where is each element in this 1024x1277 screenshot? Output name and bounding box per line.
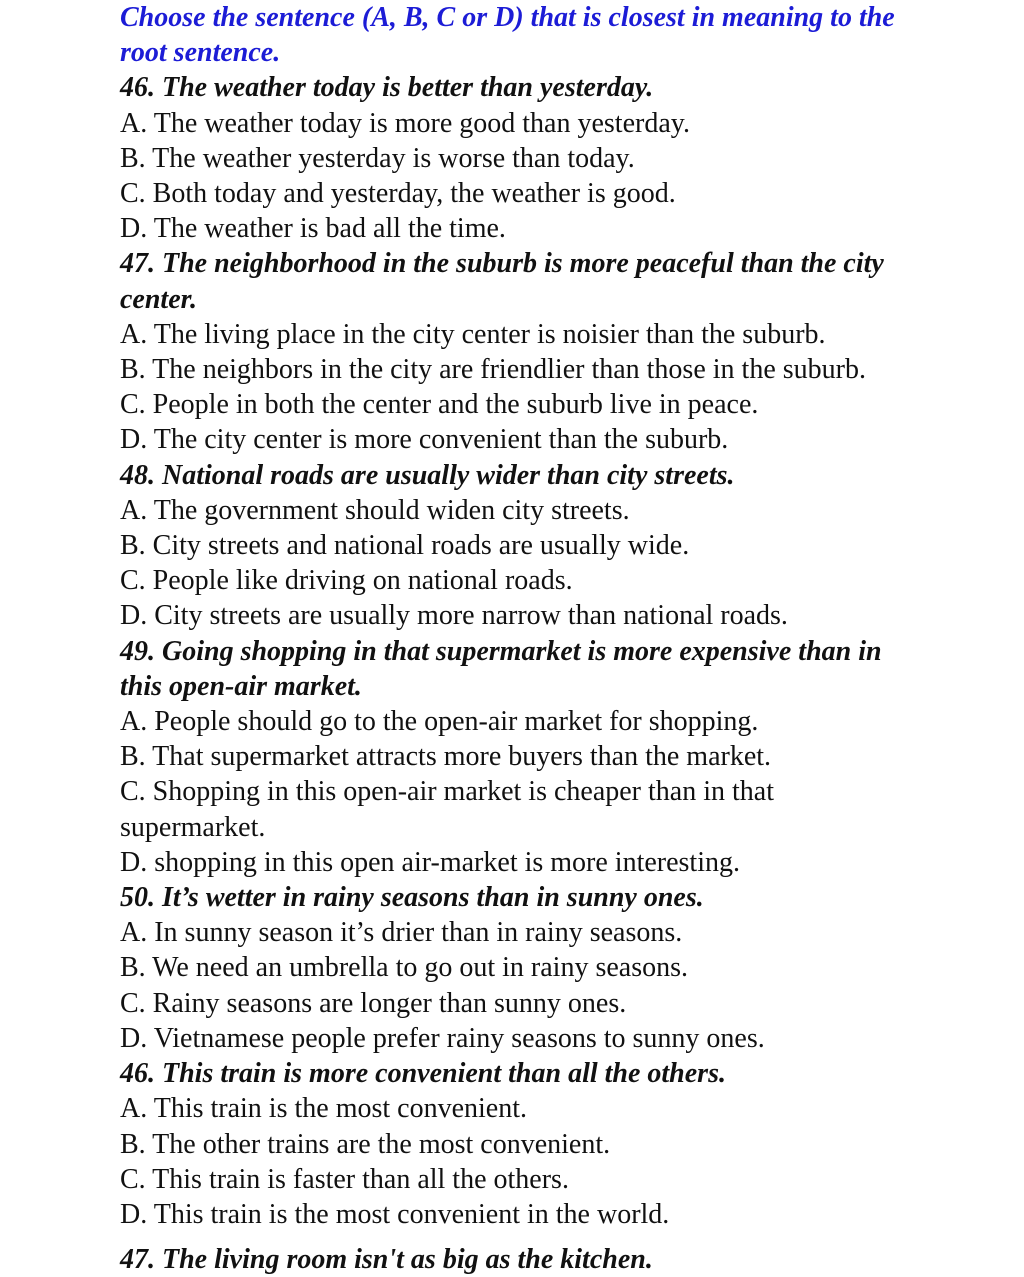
- question-prompt: 46. The weather today is better than yesterday.: [120, 72, 654, 104]
- question-block: [120, 1056, 910, 1232]
- worksheet: [120, 0, 910, 1275]
- option-b: B. We need an umbrella to go out in rainy seasons.: [120, 952, 688, 984]
- option-d: D. City streets are usually more narrow than national roads.: [120, 600, 788, 632]
- option-d: D. Vietnamese people prefer rainy seasons to sunny ones.: [120, 1022, 765, 1054]
- option-b: B. That supermarket attracts more buyers than the market.: [120, 741, 772, 773]
- option-b: B. City streets and national roads are usually wide.: [120, 530, 690, 562]
- option-c: C. Rainy seasons are longer than sunny ones.: [120, 987, 627, 1019]
- option-a: A. People should go to the open-air market for shopping.: [120, 706, 759, 738]
- option-d: D. This train is the most convenient in the world.: [120, 1198, 670, 1230]
- option-b: B. The other trains are the most convenient.: [120, 1128, 611, 1160]
- option-c: C. Both today and yesterday, the weather is good.: [120, 178, 676, 210]
- instruction-text: Choose the sentence (A, B, C or D) that is closest in meaning to the root sentence.: [120, 2, 895, 69]
- question-block: [120, 246, 910, 457]
- option-b: B. The neighbors in the city are friendlier than those in the suburb.: [120, 354, 866, 386]
- option-c: C. People like driving on national roads.: [120, 565, 573, 597]
- truncated-question-prompt: 47. The living room isn't as big as the kitchen.: [120, 1244, 653, 1275]
- option-c: C. People in both the center and the suburb live in peace.: [120, 389, 759, 421]
- option-d: D. The weather is bad all the time.: [120, 213, 506, 245]
- option-b: B. The weather yesterday is worse than today.: [120, 142, 635, 174]
- question-prompt: 48. National roads are usually wider than city streets.: [120, 459, 735, 491]
- option-d: D. The city center is more convenient than the suburb.: [120, 424, 729, 456]
- option-c: C. Shopping in this open-air market is cheaper than in that supermarket.: [120, 776, 774, 843]
- question-block: [120, 70, 910, 246]
- question-block: [120, 458, 910, 634]
- truncated-question: [120, 1244, 910, 1277]
- option-a: A. The living place in the city center is noisier than the suburb.: [120, 318, 826, 350]
- question-block: [120, 634, 910, 880]
- option-a: A. This train is the most convenient.: [120, 1093, 527, 1125]
- question-block: [120, 880, 910, 1056]
- question-prompt: 50. It’s wetter in rainy seasons than in sunny ones.: [120, 882, 704, 914]
- option-a: A. The government should widen city streets.: [120, 494, 630, 526]
- question-prompt: 49. Going shopping in that supermarket is more expensive than in this open-air market.: [120, 635, 882, 702]
- option-d: D. shopping in this open air-market is more interesting.: [120, 846, 740, 878]
- option-c: C. This train is faster than all the others.: [120, 1163, 569, 1195]
- option-a: A. The weather today is more good than yesterday.: [120, 107, 690, 139]
- question-prompt: 47. The neighborhood in the suburb is more peaceful than the city center.: [120, 248, 884, 315]
- option-a: A. In sunny season it’s drier than in rainy seasons.: [120, 917, 683, 949]
- question-prompt: 46. This train is more convenient than all the others.: [120, 1058, 726, 1090]
